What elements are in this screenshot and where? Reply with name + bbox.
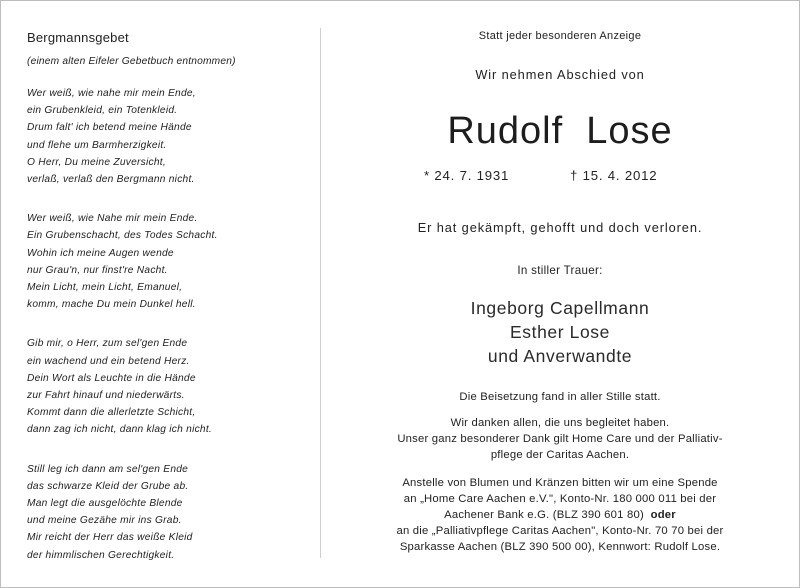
mourner-2: Esther Lose — [510, 322, 610, 342]
donation-line-4: an die „Palliativpflege Caritas Aachen", Konto-Nr. 70 70 bei der — [396, 525, 724, 537]
poem-line: nur Grau'n, nur finst're Nacht. — [27, 264, 168, 276]
poem-line: Drum falt' ich betend meine Hände — [27, 122, 192, 134]
thanks-line-1: Wir danken allen, die uns begleitet haben. — [450, 417, 670, 429]
poem-title: Bergmannsgebet — [27, 30, 129, 45]
notice-header: Statt jeder besonderen Anzeige — [478, 30, 642, 42]
poem-line: Still leg ich dann am sel'gen Ende — [27, 463, 189, 475]
donation-line-5: Sparkasse Aachen (BLZ 390 500 00), Kennwort: Rudolf Lose. — [399, 541, 721, 553]
motto: Er hat gekämpft, gehofft und doch verloren. — [417, 220, 703, 235]
thanks-line-3: pflege der Caritas Aachen. — [490, 449, 630, 461]
poem-line: Ein Grubenschacht, des Todes Schacht. — [27, 230, 218, 242]
poem-stanzas — [27, 85, 307, 564]
poem-column — [27, 30, 307, 586]
donation-line-1: Anstelle von Blumen und Kränzen bitten wir um eine Spende — [402, 477, 718, 489]
poem-line: dann zag ich nicht, dann klag ich nicht. — [27, 424, 212, 436]
poem-line: ein wachend und ein betend Herz. — [27, 355, 190, 367]
mourner-1: Ingeborg Capellmann — [470, 298, 650, 318]
donation-or: oder — [650, 509, 676, 521]
deceased-name: Rudolf Lose — [447, 110, 673, 152]
poem-line: Gib mir, o Herr, zum sel'gen Ende — [27, 338, 188, 350]
poem-line: Wer weiß, wie nahe mir mein Ende, — [27, 88, 196, 99]
poem-line: Mein Licht, mein Licht, Emanuel, — [27, 282, 183, 294]
mourning-intro: In stiller Trauer: — [517, 264, 603, 277]
poem-line: und flehe um Barmherzigkeit. — [27, 139, 167, 151]
thanks-line-2: Unser ganz besonderer Dank gilt Home Care und der Palliativ- — [397, 433, 723, 445]
poem-stanza — [27, 85, 307, 188]
birth-date: * 24. 7. 1931 — [424, 168, 510, 183]
donation-line-3 — [320, 508, 800, 524]
donation-bank-1: Aachener Bank e.G. (BLZ 390 601 80) — [444, 509, 644, 521]
poem-line: Wer weiß, wie Nahe mir mein Ende. — [27, 213, 198, 225]
poem-line: ein Grubenkleid, ein Totenkleid. — [27, 105, 178, 117]
death-date: † 15. 4. 2012 — [570, 168, 658, 183]
poem-line: Dein Wort als Leuchte in die Hände — [27, 372, 196, 384]
poem-source: (einem alten Eifeler Gebetbuch entnommen) — [27, 56, 236, 67]
donation-line-2: an „Home Care Aachen e.V.", Konto-Nr. 180 000 011 bei der — [403, 493, 717, 505]
poem-stanza — [27, 335, 307, 438]
poem-stanza — [27, 210, 307, 313]
poem-line: und meine Gezähe mir ins Grab. — [27, 515, 182, 527]
poem-line: Man legt die ausgelöchte Blende — [27, 498, 183, 510]
poem-line: Kommt dann die allerletzte Schicht, — [27, 407, 196, 419]
poem-line: O Herr, Du meine Zuversicht, — [27, 156, 166, 168]
burial-note: Die Beisetzung fand in aller Stille statt. — [459, 391, 661, 403]
poem-line: verlaß, verlaß den Bergmann nicht. — [27, 174, 195, 186]
poem-stanza — [27, 461, 307, 564]
poem-line: Mir reicht der Herr das weiße Kleid — [27, 532, 193, 544]
poem-line: Wohin ich meine Augen wende — [27, 247, 174, 259]
poem-line: zur Fahrt hinauf und niederwärts. — [27, 390, 185, 402]
poem-line: der himmlischen Gerechtigkeit. — [27, 549, 175, 561]
mourner-3: und Anverwandte — [487, 346, 633, 366]
poem-line: komm, mache Du mein Dunkel hell. — [27, 299, 196, 311]
poem-line: das schwarze Kleid der Grube ab. — [27, 480, 189, 492]
farewell-intro: Wir nehmen Abschied von — [475, 67, 645, 82]
